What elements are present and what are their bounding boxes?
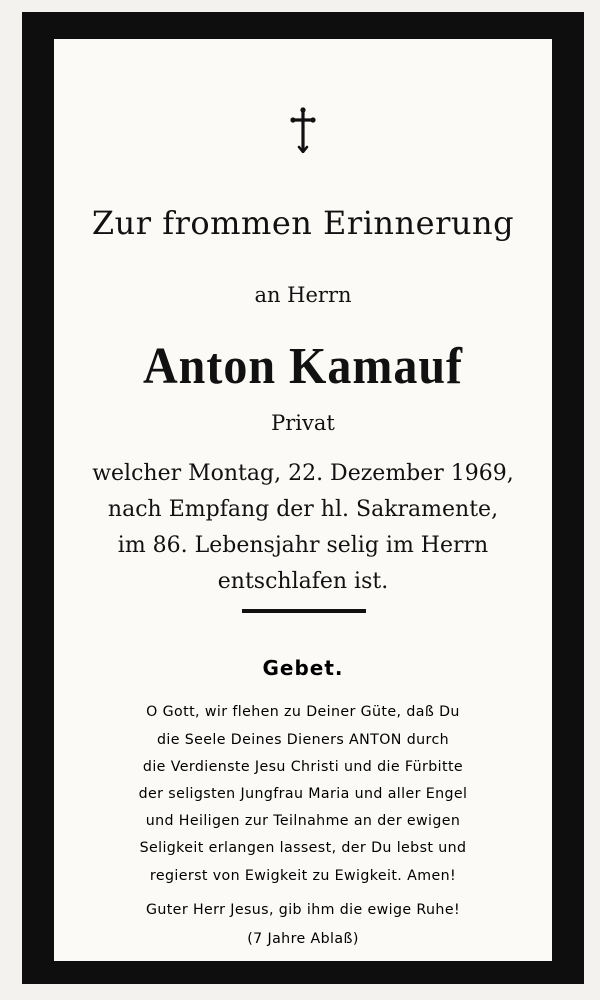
indulgence-note: (7 Jahre Ablaß) — [247, 931, 359, 947]
death-notice-line: im 86. Lebensjahr selig im Herrn — [117, 533, 489, 558]
card-content — [54, 39, 552, 961]
prayer-line: der seligsten Jungfrau Maria und aller Engel — [138, 786, 468, 802]
prayer-title: Gebet. — [262, 656, 344, 680]
death-notice-line: nach Empfang der hl. Sakramente, — [107, 497, 499, 522]
death-notice-line: entschlafen ist. — [217, 569, 389, 594]
prayer-line: und Heiligen zur Teilnahme an der ewigen — [145, 813, 461, 829]
salutation: an Herrn — [254, 283, 352, 307]
prayer-closing: Guter Herr Jesus, gib ihm die ewige Ruhe! — [145, 902, 461, 918]
prayer-line: Seligkeit erlangen lassest, der Du lebst und — [139, 840, 467, 856]
prayer-line: O Gott, wir flehen zu Deiner Güte, daß Du — [146, 704, 460, 720]
cross-icon — [54, 107, 552, 158]
prayer-line: die Seele Deines Dieners ANTON durch — [156, 732, 450, 748]
prayer-line: die Verdienste Jesu Christi und die Fürbitte — [142, 759, 464, 775]
occupation: Privat — [271, 411, 335, 435]
divider — [242, 609, 366, 613]
deceased-name: Anton Kamauf — [142, 337, 464, 396]
death-notice-line: welcher Montag, 22. Dezember 1969, — [92, 461, 514, 486]
prayer-line: regierst von Ewigkeit zu Ewigkeit. Amen! — [149, 868, 457, 884]
card-heading: Zur frommen Erinnerung — [91, 204, 515, 242]
mourning-card — [22, 12, 584, 984]
